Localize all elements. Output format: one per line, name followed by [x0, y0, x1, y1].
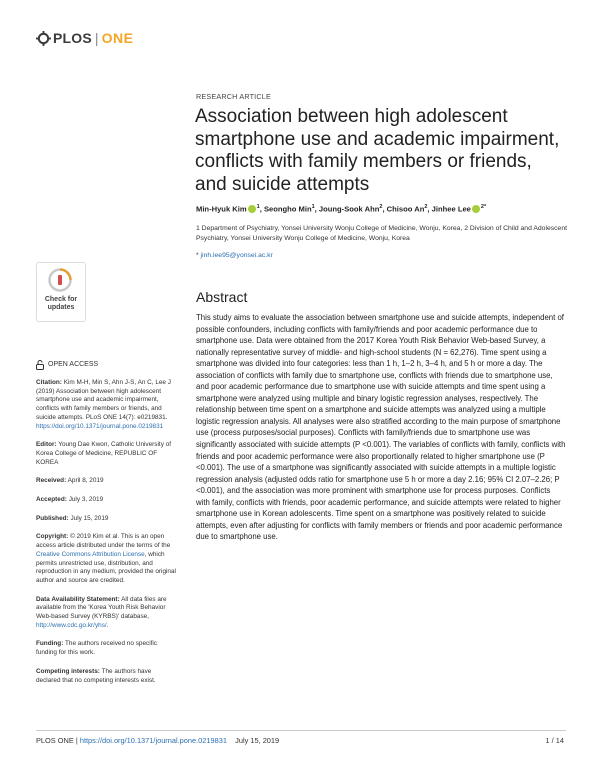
citation-text: Kim M-H, Min S, Ahn J-S, An C, Lee J (2019) Association between high adolescent smartphone use and academic impairment, conflicts with family members or friends, and suicide attempts. PLoS ONE 14(7): e0219831.: [36, 379, 171, 421]
data-availability-label: Data Availability Statement:: [36, 595, 120, 603]
received-date: April 8, 2019: [67, 477, 104, 485]
accepted-date: July 3, 2019: [68, 496, 104, 504]
logo-one-text: ONE: [101, 30, 134, 46]
check-for-updates-badge[interactable]: [36, 262, 86, 322]
open-access-indicator: [36, 360, 176, 370]
copyright-text: © 2019 Kim et al. This is an open access article distributed under the terms of the: [36, 533, 171, 550]
footer-journal: PLOS ONE: [36, 736, 74, 745]
page-number: 1 / 14: [545, 736, 564, 745]
footer-date: July 15, 2019: [235, 736, 280, 745]
copyright-label: Copyright:: [36, 533, 69, 541]
editor-text: Young Dae Kwon, Catholic University of Korea College of Medicine, REPUBLIC OF KOREA: [36, 441, 171, 466]
data-availability-end: .: [106, 621, 109, 629]
funding-label: Funding:: [36, 640, 64, 648]
published-date: July 15, 2019: [70, 514, 109, 522]
citation-label: Citation:: [36, 379, 62, 386]
check-for-updates-icon: [48, 268, 72, 292]
author-affiliation-marker: 2*: [480, 204, 487, 210]
author-name: Jinhee Lee: [431, 204, 471, 214]
footer-doi-link[interactable]: https://doi.org/10.1371/journal.pone.0219831: [79, 736, 227, 745]
received-block: [36, 477, 176, 486]
affiliations: 1 Department of Psychiatry, Yonsei University Wonju College of Medicine, Wonju, Korea, 2 Division of Child and Adolescent Psychiatry, Yonsei University Wonju College of Medicine, Wonju, Korea: [196, 225, 568, 242]
email-link[interactable]: jinh.lee95@yonsei.ac.kr: [200, 252, 273, 259]
author-name: Joung-Sook Ahn: [318, 204, 380, 214]
competing-interests-label: Competing interests:: [36, 667, 100, 675]
open-lock-icon: [36, 360, 44, 370]
author-affiliation-marker: 1: [311, 204, 315, 210]
received-label: Received:: [36, 477, 67, 485]
citation-doi-link[interactable]: https://doi.org/10.1371/journal.pone.0219831: [36, 422, 164, 430]
article-type: RESEARCH ARTICLE: [196, 92, 271, 101]
plos-one-logo[interactable]: [36, 30, 133, 46]
accepted-block: [36, 496, 176, 505]
copyright-text-end: , which permits unrestricted use, distribution, and reproduction in any medium, provided the original author and source are credited.: [36, 550, 176, 584]
email-marker: *: [196, 252, 199, 259]
orcid-icon[interactable]: [472, 205, 480, 213]
funding-block: [36, 640, 176, 657]
logo-plos-text: PLOS: [53, 30, 92, 46]
author-affiliation-marker: 1: [256, 204, 260, 210]
data-availability-link[interactable]: http://www.cdc.go.kr/yhs/: [36, 621, 107, 629]
license-link[interactable]: Creative Commons Attribution License: [36, 550, 145, 558]
article-title: Association between high adolescent smartphone use and academic impairment, conflicts with family members or friends, and suicide attempts: [195, 106, 560, 195]
orcid-icon[interactable]: [248, 205, 256, 213]
editor-label: Editor:: [36, 441, 57, 449]
citation-block: [36, 379, 176, 431]
abstract-heading: Abstract: [196, 289, 248, 305]
author-affiliation-marker: 2: [379, 204, 383, 210]
funding-text: The authors received no specific funding for this work.: [36, 640, 158, 657]
copyright-block: [36, 533, 176, 585]
author-name: Seongho Min: [263, 204, 312, 214]
check-for-updates-label: Check for updates: [44, 296, 78, 311]
logo-separator: |: [94, 30, 99, 46]
footer-divider: [36, 730, 566, 731]
author-name: Chisoo An: [386, 204, 425, 214]
author-list: Min-Hyuk Kim $^1$, Seongho Min$^1$, Joung-Sook Ahn$^2$, Chisoo An$^2$, Jinhee Lee $^{2*}$: [196, 204, 487, 214]
footer-separator: |: [75, 736, 78, 745]
editor-block: [36, 441, 176, 467]
author-affiliation-marker: 2: [424, 204, 428, 210]
abstract-body: This study aims to evaluate the association between smartphone use and suicide attempts, independent of possible confounders, including conflicts with family/friends and poor academic performance due to smartphone use. Data were obtained from the 2017 Korea Youth Risk Behavior Web-based Survey, a nationally representative survey of middle- and high-school students (N = 62,276). Time spent using a smartphone was divided into four categories: less than 1 h, 1–2 h, 3–4 h, and 5 h or more a day. The association of conflicts with family due to smartphone use, conflicts with friends due to smartphone use, and poor academic performance due to smartphone use with suicide attempts and time spent using a smartphone were analyzed using multiple and binary logistic regression analyses, respectively. The relationship between time spent on a smartphone and suicide attempts was analyzed using a multiple logistic regression analysis. All analyses were also stratified according to the main purpose of smartphone use (process purposes/social purposes). Conflicts with family/friends due to smartphone use was significantly associated with suicide attempts (P <0.001). The variables of conflicts with family, conflicts with friends and poor academic performance were also proportionally related to higher smartphone use (P <0.001). The use of a smartphone was significantly associated with suicide attempts in a multiple logistic regression analysis (adjusted odds ratio for smartphone use 5 h or more a day 2.16; 95% CI 2.07–2.26; P <0.001), and the association was more prominent with smartphone use for process purposes. Conflicts with family, conflicts with friends, poor academic performance, and suicide attempts were related to higher smartphone use in Korean adolescents. Time spent on a smartphone was positively related to suicide attempts, even after adjusting for conflicts with family members or friends and poor academic performance due to smartphone use.: [196, 313, 566, 542]
footer-citation: [36, 736, 279, 745]
accepted-label: Accepted:: [36, 496, 67, 504]
competing-interests-block: [36, 668, 176, 685]
article-sidebar: [36, 360, 176, 695]
plos-logo-icon: [36, 31, 51, 46]
published-block: [36, 515, 176, 524]
published-label: Published:: [36, 514, 69, 522]
open-access-label: OPEN ACCESS: [48, 360, 99, 368]
corresponding-email: [196, 252, 273, 259]
competing-interests-text: The authors have declared that no competing interests exist.: [36, 667, 156, 684]
data-availability-text: All data files are available from the 'Korea Youth Risk Behavior Web-based Survey (KYRBS)' database,: [36, 595, 167, 621]
author-name: Min-Hyuk Kim: [196, 204, 247, 214]
data-availability-block: [36, 596, 176, 631]
